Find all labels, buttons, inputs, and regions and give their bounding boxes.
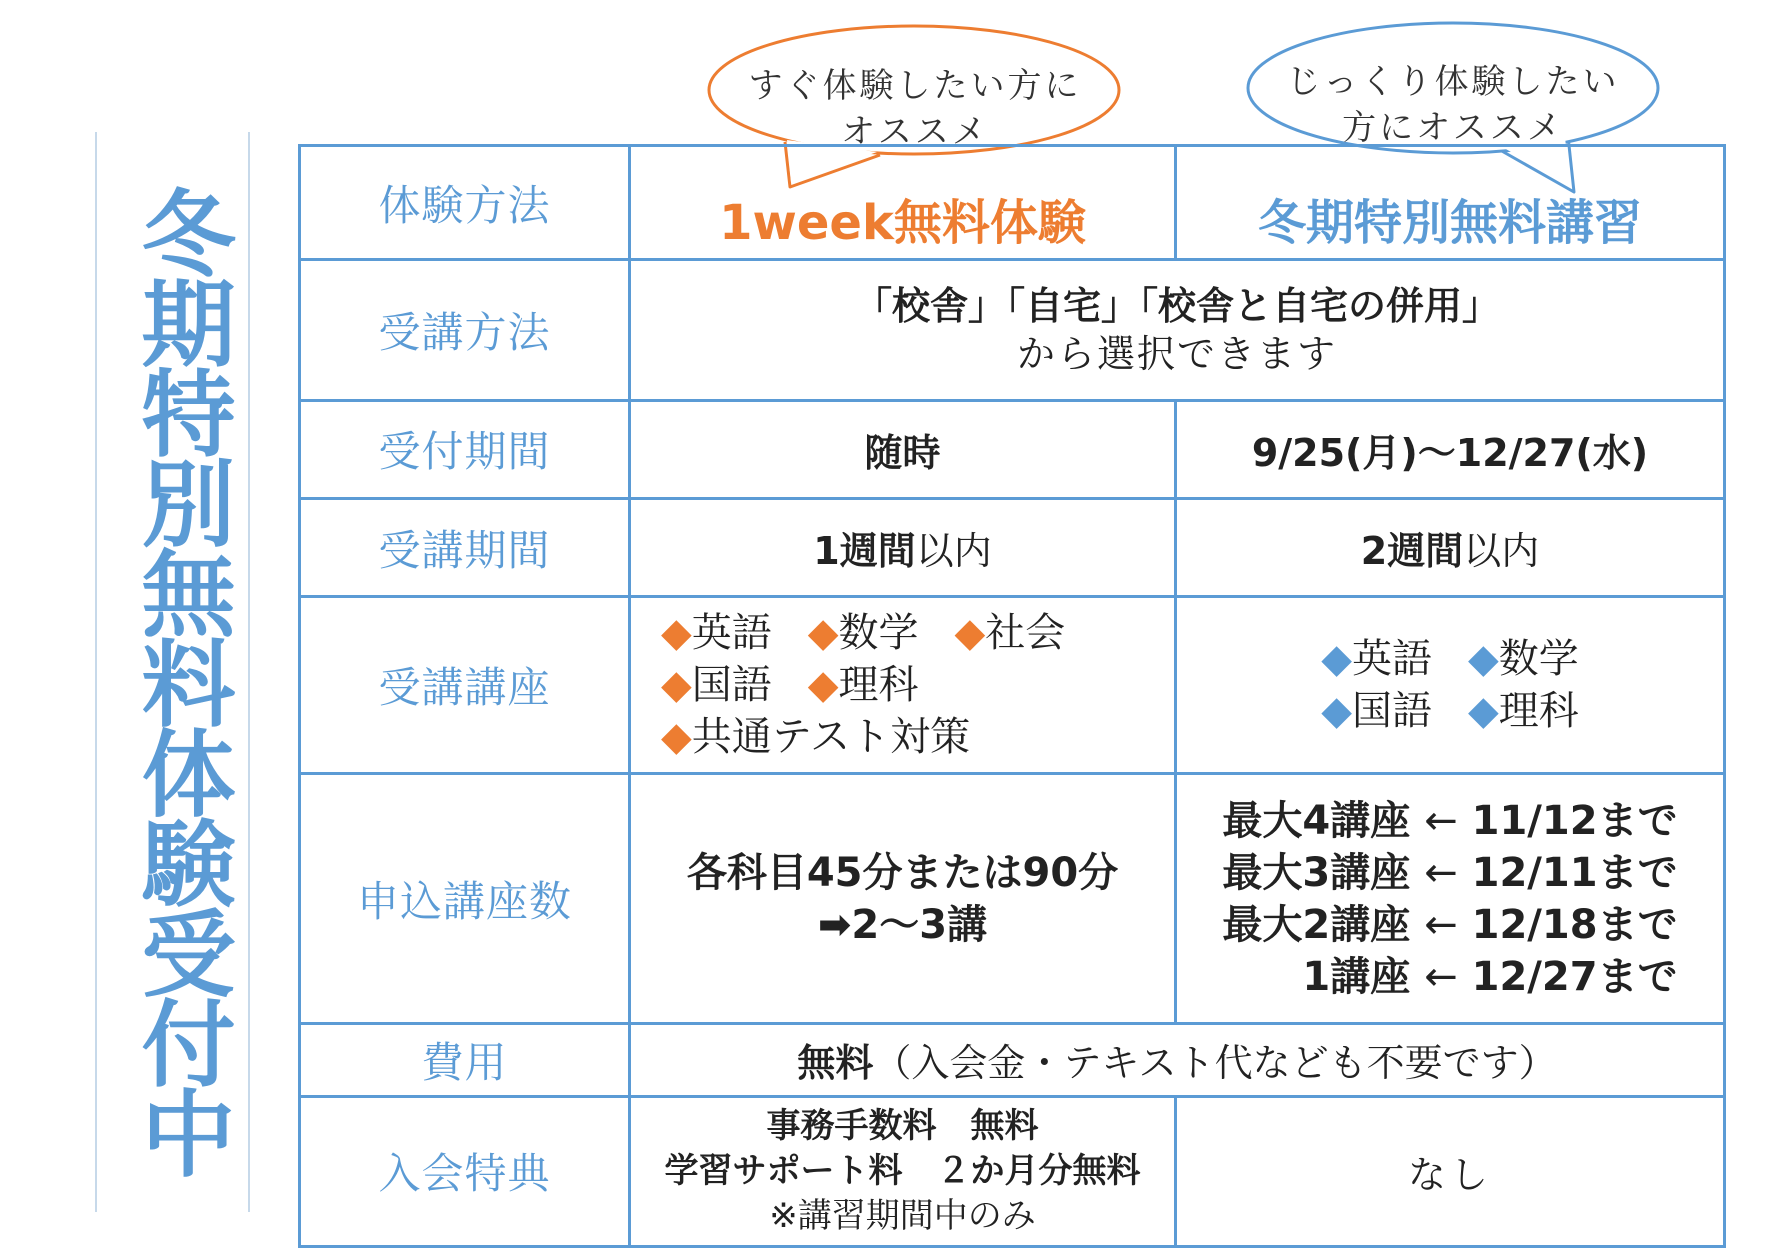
subject-item: ◆英語	[661, 609, 772, 656]
trial-count	[630, 773, 1176, 1024]
bubble-trial-line1: すぐ体験したい方に	[748, 66, 1082, 106]
bubble-course-line2: 方にオススメ	[1342, 108, 1564, 148]
style-cell	[630, 260, 1725, 400]
row-duration	[300, 498, 1725, 596]
row-fee	[300, 1024, 1725, 1096]
style-line1: 「校舎」「自宅」「校舎と自宅の併用」	[853, 283, 1500, 328]
row-count	[300, 773, 1725, 1024]
subject-item: ◆数学	[807, 609, 919, 656]
course-subject-list	[1321, 633, 1579, 737]
trial-subject-list	[661, 607, 1065, 763]
style-line2: から選択できます	[1016, 331, 1337, 376]
header-benefit: 入会特典	[300, 1096, 630, 1246]
trial-reception: 随時	[630, 400, 1176, 498]
side-title: 冬期特別無料体験受付中	[125, 185, 234, 1175]
header-fee: 費用	[300, 1024, 630, 1096]
limit-row: 最大4講座 ← 11/12まで	[1222, 797, 1678, 844]
subject-item: ◆理科	[1468, 687, 1579, 734]
trial-benefit-line2: 学習サポート料 ２か月分無料	[664, 1150, 1141, 1191]
course-subjects	[1176, 597, 1725, 773]
diamond-icon: ◆	[1468, 635, 1499, 682]
limit-row: 最大2講座 ← 12/18まで	[1222, 901, 1678, 948]
row-reception	[300, 400, 1725, 498]
diamond-icon: ◆	[1468, 687, 1499, 734]
diamond-icon: ◆	[954, 609, 986, 656]
diamond-icon: ◆	[661, 661, 692, 708]
course-method: 冬期特別無料講習	[1176, 146, 1725, 260]
course-duration	[1176, 498, 1725, 596]
side-divider-left	[95, 132, 97, 1212]
limit-row: 最大3講座 ← 12/11まで	[1222, 849, 1678, 896]
left-arrow-icon: ←	[1424, 901, 1458, 948]
diamond-icon: ◆	[1321, 687, 1352, 734]
fee-cell	[630, 1024, 1725, 1096]
subject-item: ◆社会	[954, 609, 1066, 656]
fee-note: （入会金・テキスト代なども不要です）	[873, 1041, 1557, 1086]
row-subjects	[300, 597, 1725, 773]
diamond-icon: ◆	[661, 713, 692, 760]
header-subjects: 受講講座	[300, 597, 630, 773]
trial-count-line1: 各科目45分または90分	[686, 849, 1119, 896]
trial-duration-suffix: 以内	[915, 529, 992, 574]
bubble-trial-line2: オススメ	[841, 112, 989, 152]
left-arrow-icon: ←	[1424, 953, 1458, 1000]
comparison-table	[298, 144, 1726, 1248]
course-count	[1176, 773, 1725, 1024]
trial-method: 1week無料体験	[630, 146, 1176, 260]
course-reception: 9/25(月)〜12/27(水)	[1176, 400, 1725, 498]
header-reception: 受付期間	[300, 400, 630, 498]
course-duration-suffix: 以内	[1463, 529, 1540, 574]
trial-benefit	[630, 1096, 1176, 1246]
trial-benefit-note: ※講習期間中のみ	[769, 1195, 1036, 1236]
trial-duration-value: 1週間	[813, 529, 916, 574]
header-duration: 受講期間	[300, 498, 630, 596]
left-arrow-icon: ←	[1424, 797, 1458, 844]
subject-item: ◆数学	[1468, 635, 1579, 682]
row-style	[300, 260, 1725, 400]
subject-item: ◆共通テスト対策	[661, 713, 971, 760]
diamond-icon: ◆	[807, 661, 839, 708]
subject-item: ◆国語	[661, 661, 772, 708]
bubble-course-line1: じっくり体験したい	[1286, 62, 1620, 102]
header-count: 申込講座数	[300, 773, 630, 1024]
trial-subjects	[630, 597, 1176, 773]
header-method: 体験方法	[300, 146, 630, 260]
subject-item: ◆英語	[1321, 635, 1432, 682]
header-style: 受講方法	[300, 260, 630, 400]
trial-duration	[630, 498, 1176, 596]
subject-item: ◆理科	[807, 661, 919, 708]
trial-benefit-line1: 事務手数料 無料	[766, 1105, 1039, 1146]
subject-item: ◆国語	[1321, 687, 1432, 734]
row-benefit	[300, 1096, 1725, 1246]
side-divider-right	[248, 132, 250, 1212]
course-benefit: なし	[1176, 1096, 1725, 1246]
left-arrow-icon: ←	[1424, 849, 1458, 896]
diamond-icon: ◆	[661, 609, 692, 656]
limit-row: 1講座 ← 12/27まで	[1302, 953, 1678, 1000]
course-duration-value: 2週間	[1360, 529, 1464, 574]
course-limit-list	[1222, 795, 1677, 1003]
fee-value: 無料	[797, 1041, 874, 1086]
diamond-icon: ◆	[1321, 635, 1352, 682]
diamond-icon: ◆	[807, 609, 839, 656]
row-method	[300, 146, 1725, 260]
trial-count-line2: ➡2〜3講	[817, 901, 988, 948]
